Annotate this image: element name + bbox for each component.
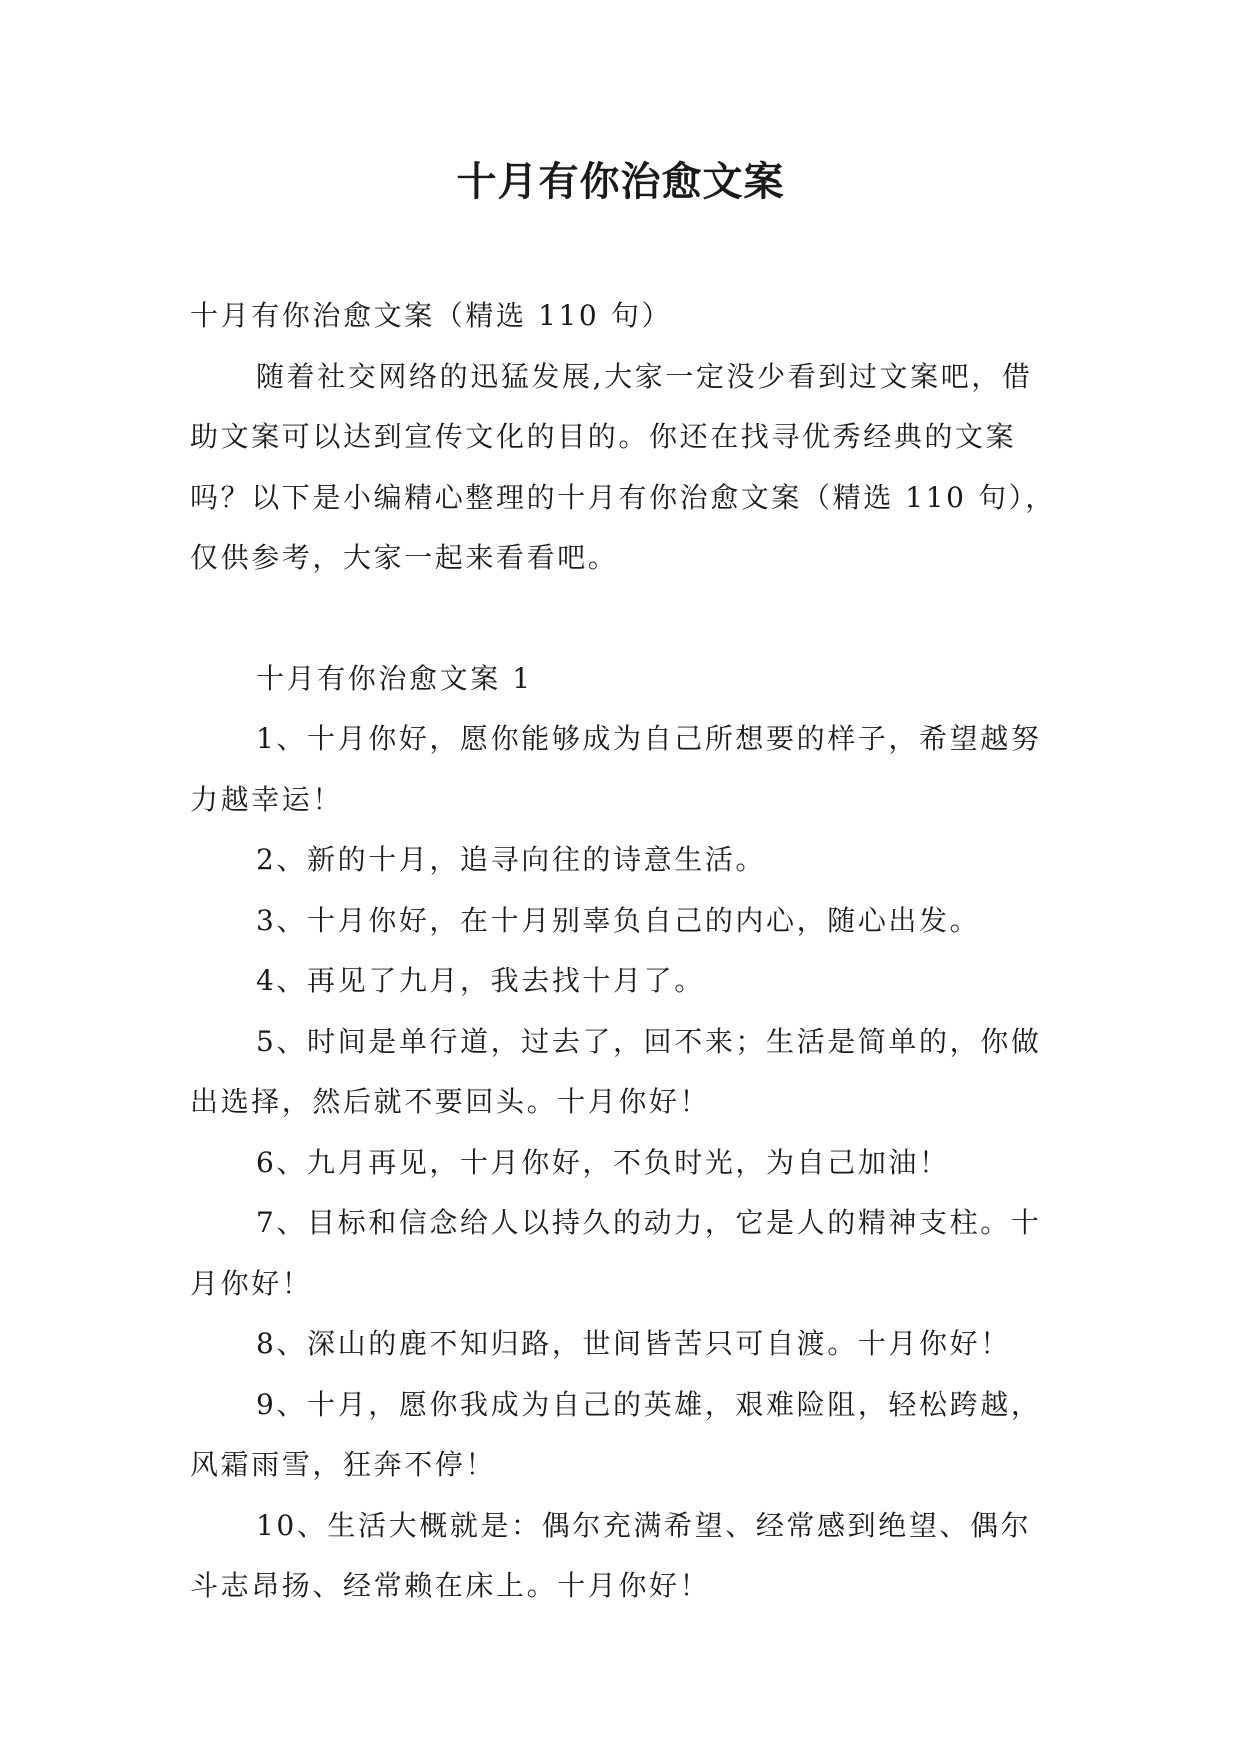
list-item: 5、时间是单行道，过去了，回不来；生活是简单的，你做出选择，然后就不要回头。十月你好！ — [190, 1024, 1042, 1118]
list-item: 3、十月你好，在十月别辜负自己的内心，随心出发。 — [256, 903, 981, 937]
document-title: 十月有你治愈文案 — [456, 159, 785, 205]
intro-paragraph: 随着社交网络的迅猛发展,大家一定没少看到过文案吧，借助文案可以达到宣传文化的目的。你还在找寻优秀经典的文案吗？以下是小编精心整理的十月有你治愈文案（精选 110 句），仅供参考，大家一起来看看吧。 — [190, 359, 1056, 574]
list-item: 9、十月，愿你我成为自己的英雄，艰难险阻，轻松跨越，风霜雨雪，狂奔不停！ — [190, 1387, 1042, 1481]
list-item: 8、深山的鹿不知归路，世间皆苦只可自渡。十月你好！ — [256, 1327, 1011, 1360]
list-item: 7、目标和信念给人以持久的动力，它是人的精神支柱。十月你好！ — [190, 1206, 1042, 1300]
list-item: 2、新的十月，追寻向往的诗意生活。 — [256, 843, 767, 876]
paragraph-spacer — [190, 589, 1058, 649]
section-heading: 十月有你治愈文案 1 — [256, 661, 533, 695]
list-item: 1、十月你好，愿你能够成为自己所想要的样子，希望越努力越幸运！ — [190, 722, 1042, 816]
list-item: 10、生活大概就是：偶尔充满希望、经常感到绝望、偶尔斗志昂扬、经常赖在床上。十月你好！ — [190, 1508, 1032, 1602]
document-body — [190, 286, 1058, 1617]
document-subtitle: 十月有你治愈文案（精选 110 句） — [190, 299, 673, 332]
list-item: 4、再见了九月，我去找十月了。 — [256, 964, 705, 997]
list-item: 6、九月再见，十月你好，不负时光，为自己加油！ — [256, 1145, 950, 1179]
